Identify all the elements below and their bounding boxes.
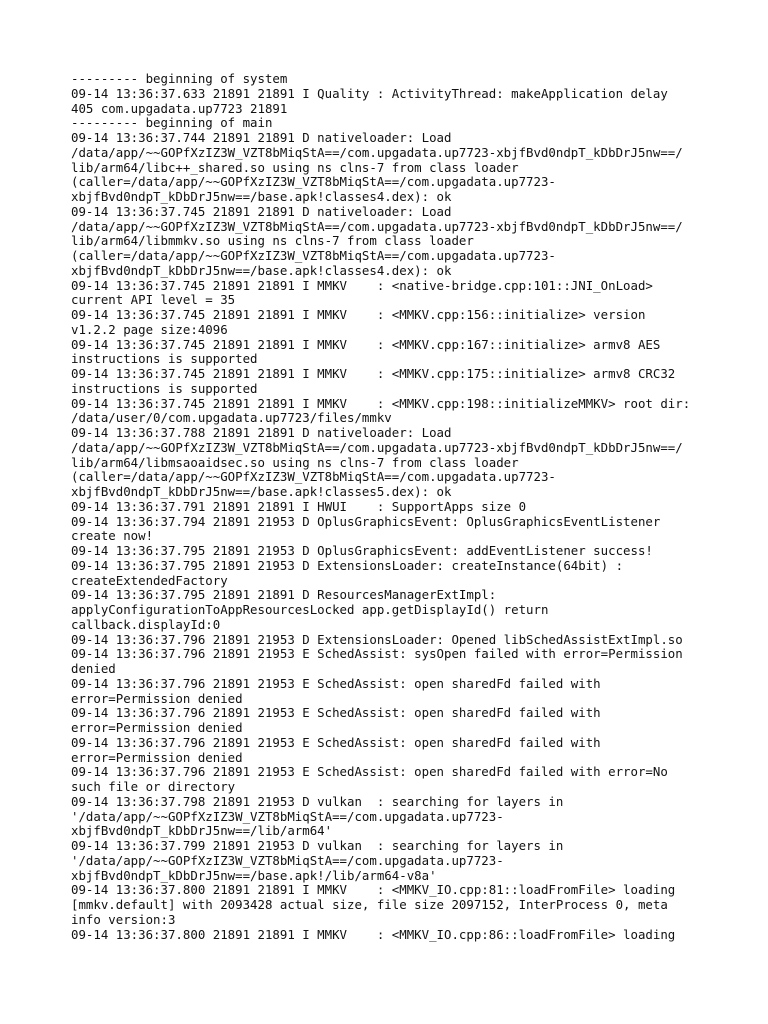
- log-line: callback.displayId:0: [71, 616, 221, 632]
- log-line: xbjfBvd0ndpT_kDbDrJ5nw==/base.apk!classes4.dex): ok: [71, 262, 452, 278]
- log-line: xbjfBvd0ndpT_kDbDrJ5nw==/base.apk!/lib/arm64-v8a': [71, 867, 437, 883]
- log-line: error=Permission denied: [71, 690, 243, 706]
- log-line: 09-14 13:36:37.800 21891 21891 I MMKV : <MMKV_IO.cpp:81::loadFromFile> loading: [71, 882, 676, 898]
- log-line: 09-14 13:36:37.796 21891 21953 E SchedAssist: open sharedFd failed with: [71, 675, 601, 691]
- log-line: 09-14 13:36:37.796 21891 21953 E SchedAssist: open sharedFd failed with error=No: [71, 764, 668, 780]
- log-line: --------- beginning of system: [71, 71, 288, 86]
- log-line: 09-14 13:36:37.799 21891 21953 D vulkan : searching for layers in: [71, 838, 564, 853]
- log-line: (caller=/data/app/~~GOPfXzIZ3W_VZT8bMiqStA==/com.upgadata.up7723-: [71, 174, 556, 190]
- log-line: 09-14 13:36:37.795 21891 21953 D OplusGraphicsEvent: addEventListener success!: [71, 543, 653, 558]
- log-line: /data/app/~~GOPfXzIZ3W_VZT8bMiqStA==/com.upgadata.up7723-xbjfBvd0ndpT_kDbDrJ5nw==/: [71, 144, 683, 160]
- log-line: 09-14 13:36:37.745 21891 21891 D nativeloader: Load: [71, 203, 452, 219]
- log-line: 09-14 13:36:37.633 21891 21891 I Quality : ActivityThread: makeApplication delay: [71, 85, 668, 101]
- log-document: [71, 72, 711, 942]
- log-line: 09-14 13:36:37.745 21891 21891 I MMKV : <MMKV.cpp:167::initialize> armv8 AES: [71, 336, 661, 352]
- log-line: '/data/app/~~GOPfXzIZ3W_VZT8bMiqStA==/com.upgadata.up7723-: [71, 852, 504, 868]
- log-line: 09-14 13:36:37.744 21891 21891 D nativeloader: Load: [71, 130, 452, 145]
- log-line: (caller=/data/app/~~GOPfXzIZ3W_VZT8bMiqStA==/com.upgadata.up7723-: [71, 469, 556, 485]
- log-line: current API level = 35: [71, 292, 236, 308]
- log-line: lib/arm64/libmsaoaidsec.so using ns clns-7 from class loader: [71, 454, 519, 470]
- log-line: 09-14 13:36:37.796 21891 21953 E SchedAssist: open sharedFd failed with: [71, 705, 601, 721]
- log-line: 09-14 13:36:37.794 21891 21953 D OplusGraphicsEvent: OplusGraphicsEventListener: [71, 513, 661, 529]
- log-line: denied: [71, 661, 116, 676]
- log-line: xbjfBvd0ndpT_kDbDrJ5nw==/lib/arm64': [71, 823, 333, 839]
- log-line: lib/arm64/libmmkv.so using ns clns-7 from class loader: [71, 233, 474, 249]
- log-line: instructions is supported: [71, 351, 258, 367]
- log-line: 09-14 13:36:37.796 21891 21953 D ExtensionsLoader: Opened libSchedAssistExtImpl.so: [71, 631, 683, 647]
- log-line: 09-14 13:36:37.745 21891 21891 I MMKV : <MMKV.cpp:175::initialize> armv8 CRC32: [71, 366, 676, 381]
- log-line: 09-14 13:36:37.745 21891 21891 I MMKV : <MMKV.cpp:156::initialize> version: [71, 307, 646, 322]
- log-body: [71, 72, 711, 942]
- log-line: 09-14 13:36:37.798 21891 21953 D vulkan : searching for layers in: [71, 793, 564, 809]
- log-line: 09-14 13:36:37.796 21891 21953 E SchedAssist: open sharedFd failed with: [71, 734, 601, 750]
- log-line: 09-14 13:36:37.745 21891 21891 I MMKV : <MMKV.cpp:198::initializeMMKV> root dir:: [71, 395, 691, 411]
- log-line: applyConfigurationToAppResourcesLocked app.getDisplayId() return: [71, 602, 549, 617]
- log-line: /data/app/~~GOPfXzIZ3W_VZT8bMiqStA==/com.upgadata.up7723-xbjfBvd0ndpT_kDbDrJ5nw==/: [71, 218, 683, 234]
- log-line: 09-14 13:36:37.745 21891 21891 I MMKV : <native-bridge.cpp:101::JNI_OnLoad>: [71, 277, 653, 293]
- log-line: error=Permission denied: [71, 749, 243, 765]
- log-line: '/data/app/~~GOPfXzIZ3W_VZT8bMiqStA==/com.upgadata.up7723-: [71, 808, 504, 824]
- log-line: 09-14 13:36:37.800 21891 21891 I MMKV : <MMKV_IO.cpp:86::loadFromFile> loading: [71, 926, 676, 942]
- log-line: instructions is supported: [71, 380, 258, 396]
- log-line: xbjfBvd0ndpT_kDbDrJ5nw==/base.apk!classes4.dex): ok: [71, 189, 452, 204]
- log-line: (caller=/data/app/~~GOPfXzIZ3W_VZT8bMiqStA==/com.upgadata.up7723-: [71, 248, 556, 263]
- log-line: v1.2.2 page size:4096: [71, 321, 228, 337]
- log-line: 09-14 13:36:37.796 21891 21953 E SchedAssist: sysOpen failed with error=Permission: [71, 646, 683, 662]
- log-line: 09-14 13:36:37.791 21891 21891 I HWUI : SupportApps size 0: [71, 498, 527, 514]
- log-line: /data/app/~~GOPfXzIZ3W_VZT8bMiqStA==/com.upgadata.up7723-xbjfBvd0ndpT_kDbDrJ5nw==/: [71, 439, 683, 455]
- log-line: 09-14 13:36:37.795 21891 21891 D ResourcesManagerExtImpl:: [71, 587, 497, 603]
- log-line: lib/arm64/libc++_shared.so using ns clns-7 from class loader: [71, 159, 519, 175]
- log-line: createExtendedFactory: [71, 572, 228, 588]
- log-line: error=Permission denied: [71, 720, 243, 735]
- log-line: info version:3: [71, 911, 176, 927]
- log-line: 09-14 13:36:37.788 21891 21891 D nativeloader: Load: [71, 425, 452, 440]
- log-line: 405 com.upgadata.up7723 21891: [71, 100, 288, 116]
- log-line: create now!: [71, 528, 154, 544]
- log-line: --------- beginning of main: [71, 115, 273, 131]
- log-line: /data/user/0/com.upgadata.up7723/files/mmkv: [71, 410, 392, 426]
- log-line: such file or directory: [71, 779, 236, 794]
- log-line: xbjfBvd0ndpT_kDbDrJ5nw==/base.apk!classes5.dex): ok: [71, 484, 452, 499]
- log-line: [mmkv.default] with 2093428 actual size, file size 2097152, InterProcess 0, meta: [71, 897, 668, 912]
- log-line: 09-14 13:36:37.795 21891 21953 D ExtensionsLoader: createInstance(64bit) :: [71, 557, 624, 573]
